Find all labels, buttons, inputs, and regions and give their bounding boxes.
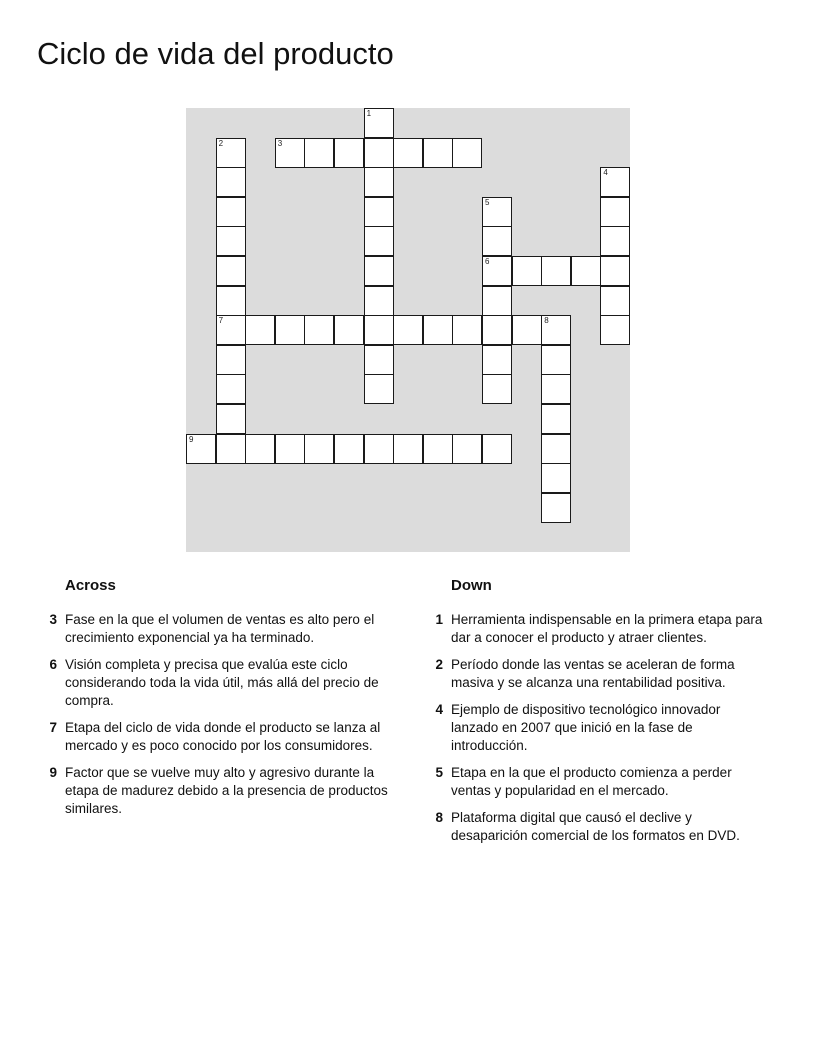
grid-cell[interactable]	[364, 345, 394, 375]
clue-across-9	[40, 764, 395, 818]
grid-cell[interactable]	[600, 226, 630, 256]
clue-text: Visión completa y precisa que evalúa este ciclo considerando toda la vida útil, más allá del precio de compra.	[65, 657, 379, 708]
clue-number: 7	[49, 720, 57, 735]
grid-cell[interactable]	[423, 138, 453, 168]
clue-down-4	[426, 701, 766, 755]
grid-cell[interactable]	[512, 315, 542, 345]
grid-cell[interactable]	[600, 197, 630, 227]
grid-cell[interactable]	[275, 138, 305, 168]
grid-cell[interactable]	[452, 315, 482, 345]
grid-cell[interactable]	[364, 286, 394, 316]
grid-cell[interactable]	[541, 434, 571, 464]
grid-cell[interactable]	[482, 434, 512, 464]
clue-down-5	[426, 764, 766, 800]
grid-cell[interactable]	[186, 434, 216, 464]
clue-across-7	[40, 719, 395, 755]
grid-cell[interactable]	[364, 374, 394, 404]
grid-cell[interactable]	[216, 197, 246, 227]
grid-cell[interactable]	[482, 374, 512, 404]
grid-cell[interactable]	[216, 167, 246, 197]
grid-cell[interactable]	[364, 138, 394, 168]
clue-number: 9	[49, 765, 57, 780]
page-title: Ciclo de vida del producto	[37, 36, 394, 71]
clue-text: Etapa en la que el producto comienza a perder ventas y popularidad en el mercado.	[451, 765, 732, 798]
grid-cell[interactable]	[393, 138, 423, 168]
clue-number: 2	[435, 657, 443, 672]
clue-number: 8	[435, 810, 443, 825]
grid-cell[interactable]	[334, 434, 364, 464]
clue-across-3	[40, 611, 395, 647]
cell-number: 8	[544, 316, 549, 326]
cell-number: 7	[218, 316, 224, 326]
clue-text: Fase en la que el volumen de ventas es alto pero el crecimiento exponencial ya ha terminado.	[65, 612, 375, 645]
grid-cell[interactable]	[482, 197, 512, 227]
grid-cell[interactable]	[216, 315, 246, 345]
grid-cell[interactable]	[541, 256, 571, 286]
grid-cell[interactable]	[393, 434, 423, 464]
clue-down-2	[426, 656, 766, 692]
grid-cell[interactable]	[364, 434, 394, 464]
clue-down-1	[426, 611, 766, 647]
grid-cell[interactable]	[304, 434, 334, 464]
clue-text: Factor que se vuelve muy alto y agresivo durante la etapa de madurez debido a la presencia de productos similares.	[65, 765, 388, 816]
grid-cell[interactable]	[541, 374, 571, 404]
cell-number: 4	[603, 168, 608, 178]
clue-text: Ejemplo de dispositivo tecnológico innovador lanzado en 2007 que inició en la fase de introducción.	[451, 702, 721, 753]
cell-number: 3	[277, 138, 283, 148]
clue-text: Plataforma digital que causó el declive y desaparición comercial de los formatos en DVD.	[451, 810, 740, 843]
grid-cell[interactable]	[364, 256, 394, 286]
grid-cell[interactable]	[275, 315, 305, 345]
clue-across-6	[40, 656, 395, 710]
grid-cell[interactable]	[600, 167, 630, 197]
clue-number: 5	[435, 765, 443, 780]
grid-cell[interactable]	[541, 493, 571, 523]
cell-number: 5	[485, 197, 490, 207]
grid-cell[interactable]	[216, 374, 246, 404]
grid-cell[interactable]	[304, 315, 334, 345]
grid-cell[interactable]	[482, 345, 512, 375]
grid-cell[interactable]	[245, 434, 275, 464]
clue-number: 6	[49, 657, 57, 672]
clue-text: Período donde las ventas se aceleran de forma masiva y se alcanza una rentabilidad positiva.	[451, 657, 735, 690]
down-heading: Down	[451, 577, 492, 594]
grid-cell[interactable]	[541, 404, 571, 434]
grid-cell[interactable]	[364, 108, 394, 138]
grid-cell[interactable]	[541, 315, 571, 345]
grid-cell[interactable]	[364, 197, 394, 227]
grid-cell[interactable]	[216, 256, 246, 286]
clue-text: Etapa del ciclo de vida donde el producto se lanza al mercado y es poco conocido por los consumidores.	[65, 720, 381, 753]
across-clues	[40, 575, 395, 827]
clue-text: Herramienta indispensable en la primera etapa para dar a conocer el producto y atraer clientes.	[451, 612, 763, 645]
grid-cell[interactable]	[364, 226, 394, 256]
grid-cell[interactable]	[423, 434, 453, 464]
grid-cell[interactable]	[512, 256, 542, 286]
clue-number: 1	[435, 612, 443, 627]
grid-cell[interactable]	[600, 256, 630, 286]
grid-cell[interactable]	[482, 286, 512, 316]
grid-cell[interactable]	[334, 138, 364, 168]
grid-cell[interactable]	[541, 463, 571, 493]
across-heading: Across	[65, 577, 116, 594]
grid-cell[interactable]	[216, 138, 246, 168]
grid-cell[interactable]	[275, 434, 305, 464]
grid-cell[interactable]	[216, 286, 246, 316]
grid-cell[interactable]	[541, 345, 571, 375]
grid-cell[interactable]	[216, 434, 246, 464]
grid-cell[interactable]	[216, 404, 246, 434]
grid-cell[interactable]	[334, 315, 364, 345]
grid-cell[interactable]	[452, 434, 482, 464]
cell-number: 2	[218, 138, 224, 148]
cell-number: 9	[189, 434, 194, 444]
clue-number: 3	[49, 612, 57, 627]
crossword-grid	[186, 108, 630, 552]
grid-cell[interactable]	[304, 138, 334, 168]
grid-cell[interactable]	[364, 167, 394, 197]
down-clues	[426, 575, 766, 854]
grid-cell[interactable]	[600, 286, 630, 316]
clue-down-8	[426, 809, 766, 845]
grid-cell[interactable]	[600, 315, 630, 345]
cell-number: 6	[485, 257, 490, 266]
clue-number: 4	[435, 702, 443, 717]
grid-cell[interactable]	[482, 226, 512, 256]
grid-cell[interactable]	[393, 315, 423, 345]
grid-cell[interactable]	[216, 226, 246, 256]
grid-cell[interactable]	[423, 315, 453, 345]
grid-cell[interactable]	[245, 315, 275, 345]
grid-cell[interactable]	[482, 315, 512, 345]
grid-cell[interactable]	[571, 256, 601, 286]
grid-cell[interactable]	[216, 345, 246, 375]
grid-cell[interactable]	[364, 315, 394, 345]
grid-cell[interactable]	[482, 256, 512, 286]
grid-cell[interactable]	[452, 138, 482, 168]
cell-number: 1	[366, 109, 372, 118]
